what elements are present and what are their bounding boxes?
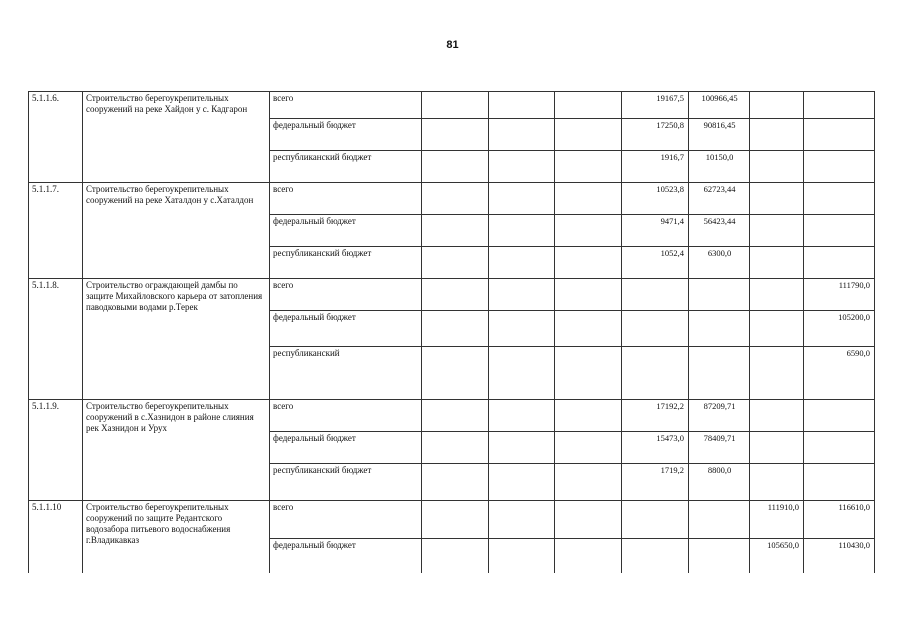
value-cell (804, 247, 875, 279)
item-code: 5.1.1.8. (29, 279, 83, 400)
funding-type: федеральный бюджет (270, 539, 422, 573)
value-cell: 9471,4 (622, 215, 689, 247)
item-name: Строительство берегоукрепительных сооружений в с.Хазнидон в районе слияния рек Хазнидон и Урух (83, 400, 270, 501)
value-cell: 111790,0 (804, 279, 875, 311)
value-cell (689, 311, 750, 347)
value-cell: 17192,2 (622, 400, 689, 432)
value-cell (750, 432, 804, 464)
funding-type: республиканский бюджет (270, 151, 422, 183)
value-cell: 105200,0 (804, 311, 875, 347)
value-cell: 15473,0 (622, 432, 689, 464)
table-row-group (29, 92, 875, 183)
item-name: Строительство берегоукрепительных сооружений по защите Редантского водозабора питьевого водоснабжения г.Владикавказ (83, 501, 270, 573)
table-row-group (29, 279, 875, 400)
funding-type: федеральный бюджет (270, 119, 422, 151)
value-cell: 90816,45 (689, 119, 750, 151)
value-cell: 6300,0 (689, 247, 750, 279)
funding-type: республиканский бюджет (270, 247, 422, 279)
funding-type: всего (270, 279, 422, 311)
table-row (29, 183, 875, 215)
value-cell (804, 151, 875, 183)
funding-type: республиканский (270, 347, 422, 400)
funding-type: федеральный бюджет (270, 432, 422, 464)
table-row-group (29, 183, 875, 279)
value-cell (804, 400, 875, 432)
funding-type: республиканский бюджет (270, 464, 422, 501)
value-cell: 10523,8 (622, 183, 689, 215)
value-cell (750, 347, 804, 400)
funding-type: всего (270, 400, 422, 432)
item-code: 5.1.1.7. (29, 183, 83, 279)
value-cell (750, 183, 804, 215)
value-cell (750, 279, 804, 311)
value-cell (804, 183, 875, 215)
value-cell (750, 119, 804, 151)
page-number: 81 (446, 39, 459, 51)
table-row-group (29, 501, 875, 573)
funding-type: всего (270, 92, 422, 119)
value-cell (804, 215, 875, 247)
item-code: 5.1.1.10 (29, 501, 83, 573)
item-code: 5.1.1.9. (29, 400, 83, 501)
value-cell (689, 347, 750, 400)
value-cell (750, 151, 804, 183)
value-cell: 100966,45 (689, 92, 750, 119)
table-row (29, 92, 875, 119)
value-cell: 1052,4 (622, 247, 689, 279)
value-cell (622, 279, 689, 311)
funding-type: федеральный бюджет (270, 311, 422, 347)
value-cell: 111910,0 (750, 501, 804, 539)
item-name: Строительство ограждающей дамбы по защите Михайловского карьера от затопления паводковыми водами р.Терек (83, 279, 270, 400)
value-cell (750, 92, 804, 119)
value-cell: 6590,0 (804, 347, 875, 400)
value-cell: 8800,0 (689, 464, 750, 501)
value-cell (804, 92, 875, 119)
value-cell (622, 501, 689, 539)
item-code: 5.1.1.6. (29, 92, 83, 183)
value-cell (750, 215, 804, 247)
value-cell: 78409,71 (689, 432, 750, 464)
value-cell: 19167,5 (622, 92, 689, 119)
value-cell (750, 311, 804, 347)
value-cell (750, 464, 804, 501)
value-cell (804, 432, 875, 464)
value-cell: 62723,44 (689, 183, 750, 215)
item-name: Строительство берегоукрепительных сооружений на реке Хайдон у с. Кадгарон (83, 92, 270, 183)
value-cell (804, 119, 875, 151)
table-row (29, 400, 875, 432)
budget-table (28, 91, 875, 573)
value-cell: 17250,8 (622, 119, 689, 151)
funding-type: федеральный бюджет (270, 215, 422, 247)
value-cell: 110430,0 (804, 539, 875, 573)
value-cell (622, 311, 689, 347)
value-cell (750, 400, 804, 432)
value-cell: 10150,0 (689, 151, 750, 183)
value-cell (622, 539, 689, 573)
value-cell (750, 247, 804, 279)
value-cell: 116610,0 (804, 501, 875, 539)
value-cell: 1719,2 (622, 464, 689, 501)
value-cell (689, 501, 750, 539)
funding-type: всего (270, 501, 422, 539)
value-cell (804, 464, 875, 501)
value-cell: 56423,44 (689, 215, 750, 247)
item-name: Строительство берегоукрепительных сооружений на реке Хаталдон у с.Хаталдон (83, 183, 270, 279)
value-cell: 1916,7 (622, 151, 689, 183)
table-row (29, 279, 875, 311)
value-cell (689, 279, 750, 311)
table-row-group (29, 400, 875, 501)
value-cell (622, 347, 689, 400)
table-row (29, 501, 875, 539)
value-cell: 87209,71 (689, 400, 750, 432)
funding-type: всего (270, 183, 422, 215)
value-cell: 105650,0 (750, 539, 804, 573)
value-cell (689, 539, 750, 573)
